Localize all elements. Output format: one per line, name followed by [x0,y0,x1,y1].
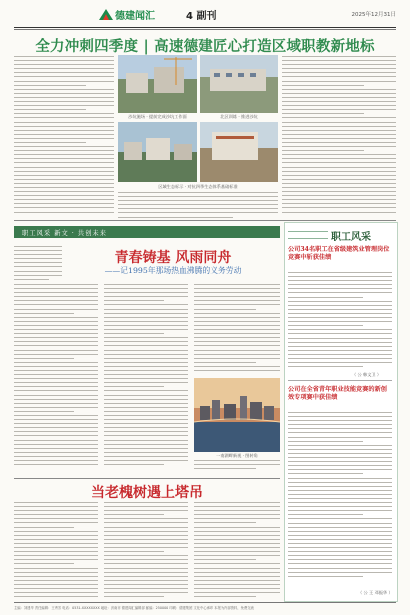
photo-2 [200,55,278,113]
page-header [14,6,396,26]
issue-date: 2025年12月31日 [351,12,396,18]
header-rule-thin [14,29,396,30]
column-ornament [288,231,328,239]
sidebar-divider [288,380,392,381]
article-2-column-3 [194,284,280,376]
company-logo-icon [98,8,114,21]
photo-1 [118,55,197,113]
article-2-column-2 [104,284,188,474]
article-2-column-1 [14,284,98,474]
article-2-intro [14,246,62,282]
article-2-photo-caption: 一南湖畔新视 · 图转角 [216,453,258,458]
page-number: 4 副刊 [186,11,217,22]
sidebar-headline-2: 公司在全省青年职业技能竞赛的新创效专项赛中获佳绩 [288,386,387,402]
section-banner-text: 职工风采 新文 · 共创未来 [22,230,107,237]
sidebar-byline-2: （ 公 王 邓振华 ） [358,590,393,595]
sidebar-headline-1: 公司34名职工在省级建筑业管理岗位竞赛中斩获佳绩 [288,246,390,262]
photo-1-caption: 沙坑施场 · 提前完成沙坑工作面 [128,114,187,119]
article-3-column-3 [194,502,280,600]
section-divider [14,220,396,221]
article-2-subtitle: ——记1995年那场热血沸腾的义务劳动 [104,266,242,275]
article-2-photo [194,378,280,452]
article-3-title: 当老槐树遇上塔吊 [91,485,203,501]
article-3-column-1 [14,502,98,600]
column-title: 职工风采 [331,232,371,243]
article-3-column-2 [104,502,188,600]
photo-2-caption: 北区训练 · 推进沙坑 [220,114,258,119]
main-headline: 全力冲刺四季度 | 高速德建匠心打造区域职教新地标 [35,38,375,55]
photo-3 [118,122,197,182]
sidebar-byline-1: （ 公 韩文卫 ） [352,372,382,377]
footer-rule [14,602,396,603]
article-1-column-3 [282,56,396,216]
article-1-column-2-tail [118,192,278,218]
article-2-column-3-tail [194,460,280,476]
publication-name: 德建闻汇 [115,11,155,22]
sidebar-article-1-body [288,272,392,370]
article-divider [14,478,280,479]
photo-4 [200,122,278,182]
footer-imprint: 主编：刘建华 责任编辑：王秀芳 电话：0531-XXXXXXXX 地址：济南市 德建闻汇编辑部 邮编：250000 印刷：德建集团 文化中心承印 本报为内部资料，免费交流 [14,606,254,610]
photo-3-caption: 区域生态标示 · 对抗四季生态体系基础标准 [158,184,238,189]
article-2-title: 青春铸基 风雨同舟 [114,250,232,266]
sidebar-article-2-body [288,412,392,588]
article-1-column-1 [14,56,114,216]
header-rule [14,27,396,28]
